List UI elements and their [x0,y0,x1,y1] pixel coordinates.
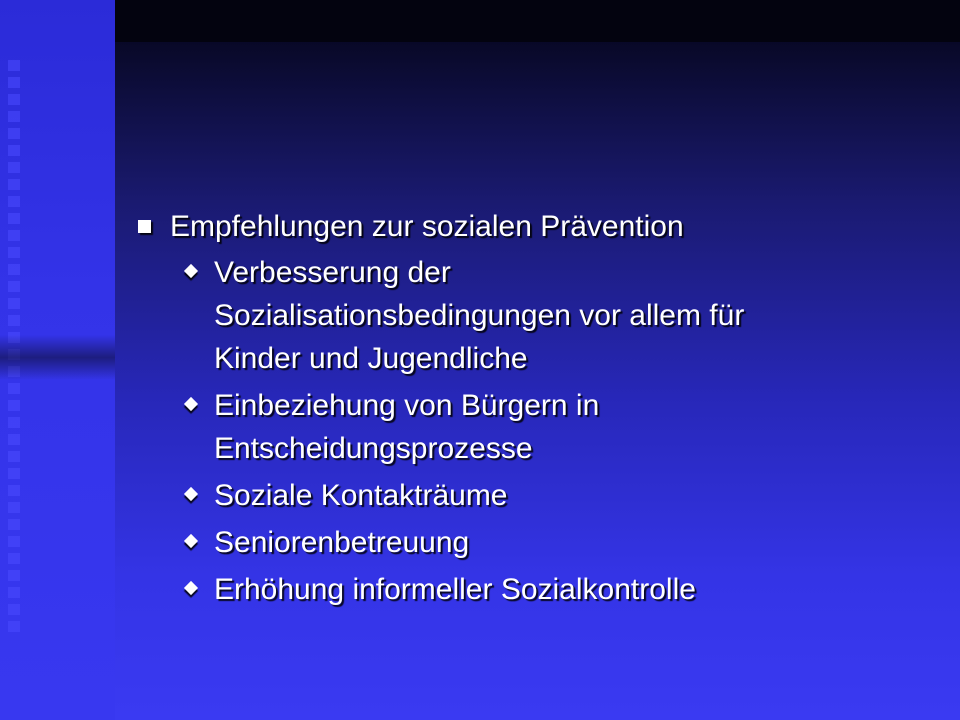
main-bullet [130,205,930,249]
sub-bullet [130,384,930,470]
top-dark-bar [115,0,960,42]
diamond-bullet-icon [184,534,198,548]
sub-bullet-line: Einbeziehung von Bürgern in [214,389,600,422]
main-bullet-text: Empfehlungen zur sozialen Prävention [170,210,684,243]
sub-bullet-line: Kinder und Jugendliche [214,342,528,375]
diamond-bullet-icon [184,581,198,595]
diamond-bullet-icon [184,397,198,411]
sub-bullet [130,521,930,564]
sub-bullet [130,251,930,380]
diamond-bullet-icon [184,487,198,501]
sub-bullet-line: Soziale Kontakträume [214,479,508,512]
slide-content [130,205,930,615]
left-decorative-band [0,0,115,720]
sub-bullet-line: Erhöhung informeller Sozialkontrolle [214,573,696,606]
sub-bullet-line: Seniorenbetreuung [214,526,470,559]
square-bullet-icon [138,220,151,233]
decorative-squares [8,60,22,700]
sub-bullet-line: Entscheidungsprozesse [214,432,533,465]
diamond-bullet-icon [184,264,198,278]
sub-bullet-line: Verbesserung der [214,256,451,289]
sub-bullet [130,568,930,611]
sub-bullet [130,474,930,517]
sub-bullet-line: Sozialisationsbedingungen vor allem für [214,299,745,332]
